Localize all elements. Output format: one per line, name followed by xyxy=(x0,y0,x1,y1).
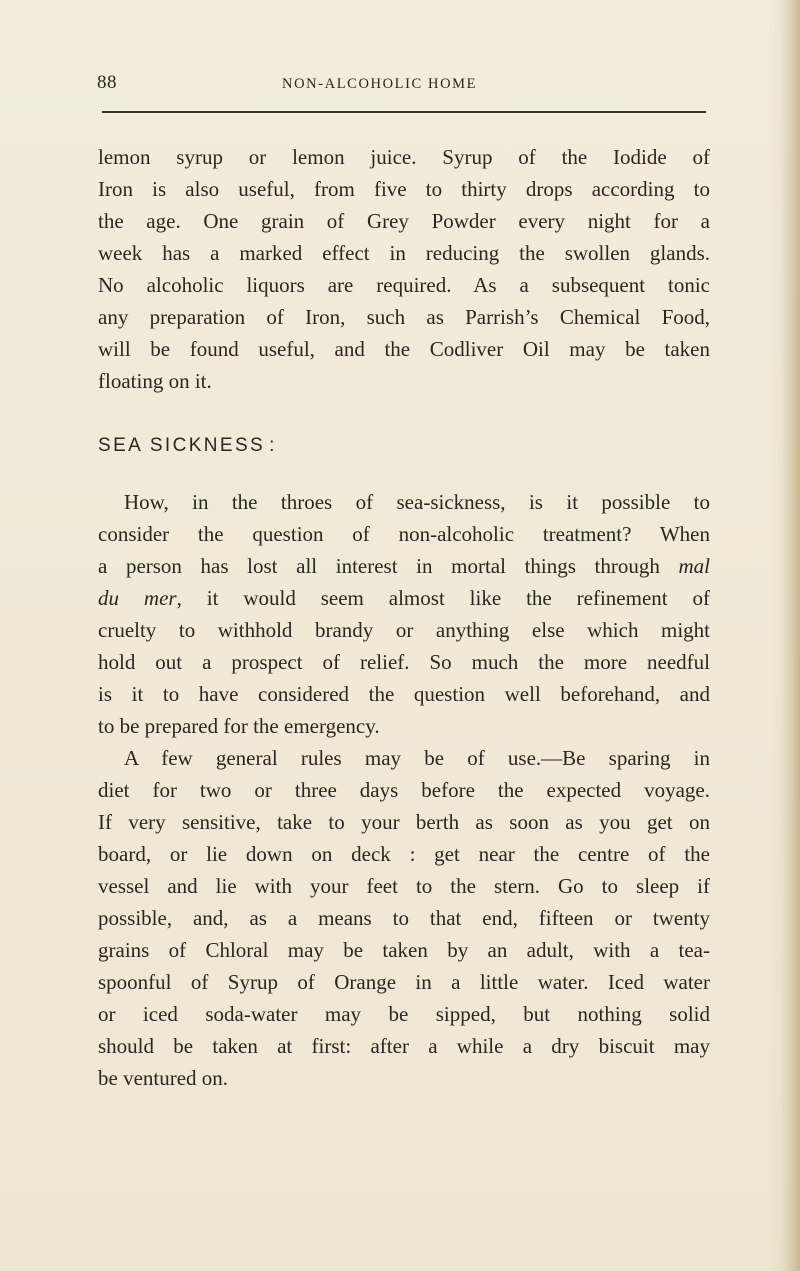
text-line: spoonful of Syrup of Orange in a little water. Iced water xyxy=(98,970,710,994)
page-header xyxy=(97,72,707,100)
text-line: diet for two or three days before the expected voyage. xyxy=(98,778,710,802)
section-spacer xyxy=(98,397,710,428)
text-fragment: , it would seem almost like the refinement of xyxy=(176,586,710,610)
text-line: How, in the throes of sea-sickness, is it possible to xyxy=(124,490,710,514)
paragraph-continuation xyxy=(98,141,710,397)
text-line: If very sensitive, take to your berth as soon as you get on xyxy=(98,810,710,834)
text-line: is it to have considered the question well beforehand, and xyxy=(98,682,710,706)
italic-phrase: du mer xyxy=(98,586,177,610)
section-heading-colon: : xyxy=(269,435,275,456)
text-line: possible, and, as a means to that end, fifteen or twenty xyxy=(98,906,710,930)
text-line: board, or lie down on deck : get near the centre of the xyxy=(98,842,710,866)
text-line: hold out a prospect of relief. So much the more needful xyxy=(98,650,710,674)
text-line: floating on it. xyxy=(98,369,212,393)
text-line: or iced soda-water may be sipped, but nothing solid xyxy=(98,1002,710,1026)
text-line: vessel and lie with your feet to the stern. Go to sleep if xyxy=(98,874,710,898)
text-line: Iron is also useful, from five to thirty drops according to xyxy=(98,177,710,201)
italic-phrase: mal xyxy=(678,554,710,578)
running-head: NON-ALCOHOLIC HOME xyxy=(282,76,478,92)
text-line: the age. One grain of Grey Powder every night for a xyxy=(98,209,710,233)
paragraph-sea-sickness-intro xyxy=(98,486,710,742)
section-heading-text: SEA SICKNESS xyxy=(98,435,266,456)
text-fragment: a person has lost all interest in mortal things through xyxy=(98,554,679,578)
text-line xyxy=(98,582,710,614)
text-line: lemon syrup or lemon juice. Syrup of the Iodide of xyxy=(98,145,710,169)
page-edge-shading xyxy=(782,0,800,1271)
text-line: should be taken at first: after a while a dry biscuit may xyxy=(98,1034,710,1058)
text-line: any preparation of Iron, such as Parrish’s Chemical Food, xyxy=(98,305,710,329)
page-number: 88 xyxy=(97,72,117,93)
paragraph-general-rules xyxy=(98,742,710,1094)
text-line xyxy=(98,550,710,582)
body-text xyxy=(98,141,710,1094)
text-line: consider the question of non-alcoholic treatment? When xyxy=(98,522,710,546)
text-line: A few general rules may be of use.—Be sparing in xyxy=(124,746,710,770)
text-line: will be found useful, and the Codliver Oil may be taken xyxy=(98,337,710,361)
text-line: week has a marked effect in reducing the swollen glands. xyxy=(98,241,710,265)
text-line: No alcoholic liquors are required. As a subsequent tonic xyxy=(98,273,710,297)
text-line: cruelty to withhold brandy or anything else which might xyxy=(98,618,710,642)
section-heading xyxy=(98,428,710,464)
text-line: grains of Chloral may be taken by an adult, with a tea- xyxy=(98,938,710,962)
header-rule xyxy=(102,111,706,113)
text-line: be ventured on. xyxy=(98,1066,229,1090)
text-line: to be prepared for the emergency. xyxy=(98,714,380,738)
